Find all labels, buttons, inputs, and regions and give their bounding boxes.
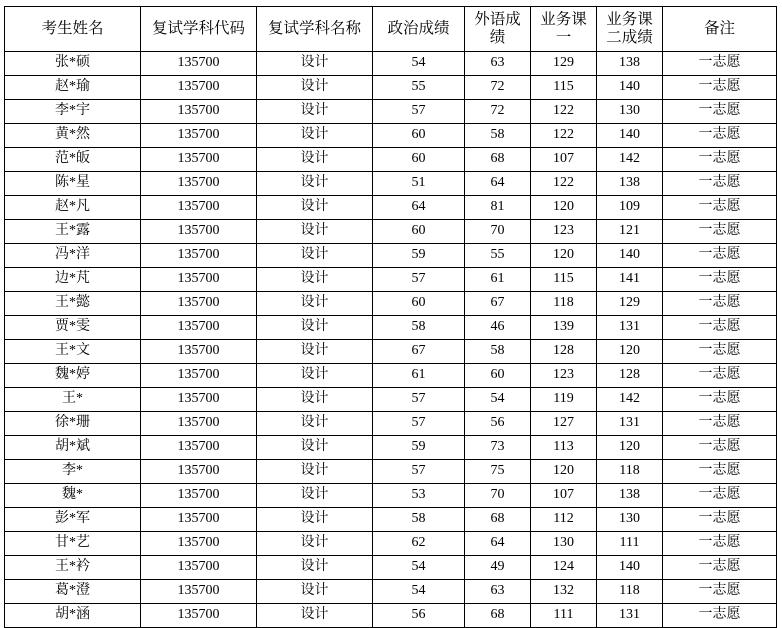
column-header-foreign-language-score: 外语成绩 bbox=[465, 7, 531, 52]
table-row bbox=[5, 532, 777, 556]
cell-subject-code: 135700 bbox=[141, 268, 257, 292]
cell-name: 彭*军 bbox=[5, 508, 141, 532]
cell-subject-name: 设计 bbox=[257, 580, 373, 604]
cell-remark: 一志愿 bbox=[663, 508, 777, 532]
column-header-subject-name: 复试学科名称 bbox=[257, 7, 373, 52]
cell-politics-score: 58 bbox=[373, 508, 465, 532]
table-row bbox=[5, 196, 777, 220]
cell-subject-name: 设计 bbox=[257, 316, 373, 340]
cell-major-one-score: 120 bbox=[531, 460, 597, 484]
cell-remark: 一志愿 bbox=[663, 412, 777, 436]
cell-remark: 一志愿 bbox=[663, 580, 777, 604]
cell-subject-name: 设计 bbox=[257, 556, 373, 580]
cell-major-one-score: 123 bbox=[531, 364, 597, 388]
cell-subject-name: 设计 bbox=[257, 508, 373, 532]
cell-major-one-score: 124 bbox=[531, 556, 597, 580]
cell-subject-code: 135700 bbox=[141, 460, 257, 484]
cell-subject-code: 135700 bbox=[141, 508, 257, 532]
cell-major-two-score: 140 bbox=[597, 244, 663, 268]
cell-subject-code: 135700 bbox=[141, 388, 257, 412]
cell-politics-score: 55 bbox=[373, 76, 465, 100]
table-row bbox=[5, 220, 777, 244]
cell-name: 冯*洋 bbox=[5, 244, 141, 268]
cell-subject-code: 135700 bbox=[141, 148, 257, 172]
cell-foreign-language-score: 72 bbox=[465, 76, 531, 100]
cell-foreign-language-score: 70 bbox=[465, 484, 531, 508]
cell-major-two-score: 118 bbox=[597, 460, 663, 484]
cell-politics-score: 67 bbox=[373, 340, 465, 364]
cell-remark: 一志愿 bbox=[663, 172, 777, 196]
cell-major-two-score: 138 bbox=[597, 172, 663, 196]
cell-major-two-score: 121 bbox=[597, 220, 663, 244]
cell-major-two-score: 140 bbox=[597, 124, 663, 148]
cell-politics-score: 57 bbox=[373, 100, 465, 124]
cell-major-one-score: 129 bbox=[531, 52, 597, 76]
cell-subject-code: 135700 bbox=[141, 220, 257, 244]
cell-subject-name: 设计 bbox=[257, 340, 373, 364]
cell-politics-score: 59 bbox=[373, 436, 465, 460]
cell-subject-name: 设计 bbox=[257, 100, 373, 124]
cell-major-two-score: 138 bbox=[597, 52, 663, 76]
cell-politics-score: 59 bbox=[373, 244, 465, 268]
cell-subject-code: 135700 bbox=[141, 124, 257, 148]
cell-politics-score: 62 bbox=[373, 532, 465, 556]
cell-remark: 一志愿 bbox=[663, 556, 777, 580]
cell-major-two-score: 111 bbox=[597, 532, 663, 556]
cell-remark: 一志愿 bbox=[663, 484, 777, 508]
cell-name: 陈*星 bbox=[5, 172, 141, 196]
cell-name: 葛*澄 bbox=[5, 580, 141, 604]
cell-subject-name: 设计 bbox=[257, 364, 373, 388]
cell-politics-score: 54 bbox=[373, 556, 465, 580]
cell-foreign-language-score: 55 bbox=[465, 244, 531, 268]
cell-name: 胡*斌 bbox=[5, 436, 141, 460]
cell-major-one-score: 122 bbox=[531, 172, 597, 196]
cell-subject-name: 设计 bbox=[257, 532, 373, 556]
cell-foreign-language-score: 64 bbox=[465, 172, 531, 196]
cell-major-two-score: 120 bbox=[597, 340, 663, 364]
cell-major-two-score: 130 bbox=[597, 100, 663, 124]
cell-politics-score: 56 bbox=[373, 604, 465, 628]
cell-subject-code: 135700 bbox=[141, 412, 257, 436]
cell-major-one-score: 112 bbox=[531, 508, 597, 532]
table-row bbox=[5, 148, 777, 172]
cell-name: 胡*涵 bbox=[5, 604, 141, 628]
cell-subject-code: 135700 bbox=[141, 196, 257, 220]
cell-remark: 一志愿 bbox=[663, 532, 777, 556]
cell-foreign-language-score: 72 bbox=[465, 100, 531, 124]
cell-foreign-language-score: 63 bbox=[465, 52, 531, 76]
cell-major-two-score: 140 bbox=[597, 76, 663, 100]
cell-major-one-score: 122 bbox=[531, 100, 597, 124]
cell-foreign-language-score: 60 bbox=[465, 364, 531, 388]
table-row bbox=[5, 292, 777, 316]
cell-major-one-score: 132 bbox=[531, 580, 597, 604]
cell-foreign-language-score: 68 bbox=[465, 604, 531, 628]
cell-politics-score: 57 bbox=[373, 388, 465, 412]
cell-foreign-language-score: 73 bbox=[465, 436, 531, 460]
cell-remark: 一志愿 bbox=[663, 604, 777, 628]
cell-subject-code: 135700 bbox=[141, 76, 257, 100]
cell-subject-name: 设计 bbox=[257, 172, 373, 196]
cell-subject-name: 设计 bbox=[257, 52, 373, 76]
cell-foreign-language-score: 61 bbox=[465, 268, 531, 292]
table-row bbox=[5, 124, 777, 148]
cell-subject-name: 设计 bbox=[257, 436, 373, 460]
table-row bbox=[5, 580, 777, 604]
column-header-remark: 备注 bbox=[663, 7, 777, 52]
score-table bbox=[4, 6, 777, 628]
cell-subject-code: 135700 bbox=[141, 172, 257, 196]
cell-subject-code: 135700 bbox=[141, 340, 257, 364]
cell-major-one-score: 113 bbox=[531, 436, 597, 460]
cell-remark: 一志愿 bbox=[663, 364, 777, 388]
cell-foreign-language-score: 64 bbox=[465, 532, 531, 556]
cell-major-two-score: 131 bbox=[597, 316, 663, 340]
cell-name: 边*芃 bbox=[5, 268, 141, 292]
cell-major-one-score: 122 bbox=[531, 124, 597, 148]
cell-foreign-language-score: 49 bbox=[465, 556, 531, 580]
column-header-major-two-score: 业务课二成绩 bbox=[597, 7, 663, 52]
cell-subject-code: 135700 bbox=[141, 244, 257, 268]
table-row bbox=[5, 388, 777, 412]
cell-remark: 一志愿 bbox=[663, 52, 777, 76]
cell-remark: 一志愿 bbox=[663, 340, 777, 364]
cell-major-one-score: 107 bbox=[531, 484, 597, 508]
cell-subject-name: 设计 bbox=[257, 268, 373, 292]
cell-name: 魏*婷 bbox=[5, 364, 141, 388]
cell-major-one-score: 120 bbox=[531, 244, 597, 268]
cell-subject-name: 设计 bbox=[257, 148, 373, 172]
column-header-politics-score: 政治成绩 bbox=[373, 7, 465, 52]
cell-subject-name: 设计 bbox=[257, 292, 373, 316]
cell-subject-name: 设计 bbox=[257, 604, 373, 628]
cell-remark: 一志愿 bbox=[663, 388, 777, 412]
cell-subject-code: 135700 bbox=[141, 292, 257, 316]
cell-foreign-language-score: 58 bbox=[465, 124, 531, 148]
table-row bbox=[5, 76, 777, 100]
cell-major-two-score: 142 bbox=[597, 148, 663, 172]
cell-subject-code: 135700 bbox=[141, 436, 257, 460]
cell-remark: 一志愿 bbox=[663, 436, 777, 460]
cell-subject-name: 设计 bbox=[257, 196, 373, 220]
cell-politics-score: 54 bbox=[373, 580, 465, 604]
cell-major-one-score: 111 bbox=[531, 604, 597, 628]
cell-subject-name: 设计 bbox=[257, 388, 373, 412]
table-row bbox=[5, 604, 777, 628]
cell-subject-code: 135700 bbox=[141, 484, 257, 508]
cell-foreign-language-score: 63 bbox=[465, 580, 531, 604]
cell-foreign-language-score: 75 bbox=[465, 460, 531, 484]
cell-major-one-score: 139 bbox=[531, 316, 597, 340]
cell-politics-score: 60 bbox=[373, 124, 465, 148]
cell-remark: 一志愿 bbox=[663, 244, 777, 268]
cell-name: 王*露 bbox=[5, 220, 141, 244]
table-row bbox=[5, 484, 777, 508]
cell-foreign-language-score: 46 bbox=[465, 316, 531, 340]
cell-politics-score: 54 bbox=[373, 52, 465, 76]
cell-politics-score: 61 bbox=[373, 364, 465, 388]
cell-major-two-score: 140 bbox=[597, 556, 663, 580]
cell-major-two-score: 109 bbox=[597, 196, 663, 220]
cell-major-two-score: 129 bbox=[597, 292, 663, 316]
cell-name: 黄*然 bbox=[5, 124, 141, 148]
cell-remark: 一志愿 bbox=[663, 220, 777, 244]
cell-major-one-score: 123 bbox=[531, 220, 597, 244]
cell-major-two-score: 138 bbox=[597, 484, 663, 508]
cell-name: 范*皈 bbox=[5, 148, 141, 172]
cell-major-one-score: 128 bbox=[531, 340, 597, 364]
cell-major-two-score: 118 bbox=[597, 580, 663, 604]
cell-foreign-language-score: 54 bbox=[465, 388, 531, 412]
cell-foreign-language-score: 58 bbox=[465, 340, 531, 364]
cell-remark: 一志愿 bbox=[663, 316, 777, 340]
cell-name: 李* bbox=[5, 460, 141, 484]
cell-subject-code: 135700 bbox=[141, 316, 257, 340]
cell-foreign-language-score: 68 bbox=[465, 148, 531, 172]
table-row bbox=[5, 100, 777, 124]
cell-name: 王*衿 bbox=[5, 556, 141, 580]
cell-subject-name: 设计 bbox=[257, 484, 373, 508]
cell-name: 张*硕 bbox=[5, 52, 141, 76]
column-header-name: 考生姓名 bbox=[5, 7, 141, 52]
cell-major-one-score: 115 bbox=[531, 268, 597, 292]
cell-major-one-score: 130 bbox=[531, 532, 597, 556]
cell-foreign-language-score: 56 bbox=[465, 412, 531, 436]
cell-name: 王*文 bbox=[5, 340, 141, 364]
cell-name: 贾*雯 bbox=[5, 316, 141, 340]
table-row bbox=[5, 52, 777, 76]
cell-major-one-score: 107 bbox=[531, 148, 597, 172]
cell-name: 徐*珊 bbox=[5, 412, 141, 436]
cell-politics-score: 51 bbox=[373, 172, 465, 196]
table-body bbox=[5, 52, 777, 628]
cell-politics-score: 57 bbox=[373, 412, 465, 436]
table-row bbox=[5, 436, 777, 460]
column-header-major-one-score: 业务课一 bbox=[531, 7, 597, 52]
cell-major-two-score: 130 bbox=[597, 508, 663, 532]
cell-name: 李*宇 bbox=[5, 100, 141, 124]
cell-major-two-score: 142 bbox=[597, 388, 663, 412]
cell-foreign-language-score: 70 bbox=[465, 220, 531, 244]
cell-major-one-score: 120 bbox=[531, 196, 597, 220]
table-header-row bbox=[5, 7, 777, 52]
cell-politics-score: 53 bbox=[373, 484, 465, 508]
table-row bbox=[5, 508, 777, 532]
cell-name: 赵*瑜 bbox=[5, 76, 141, 100]
cell-remark: 一志愿 bbox=[663, 268, 777, 292]
cell-politics-score: 57 bbox=[373, 268, 465, 292]
cell-subject-name: 设计 bbox=[257, 460, 373, 484]
table-row bbox=[5, 460, 777, 484]
table-row bbox=[5, 340, 777, 364]
cell-subject-name: 设计 bbox=[257, 244, 373, 268]
cell-name: 王*懿 bbox=[5, 292, 141, 316]
column-header-subject-code: 复试学科代码 bbox=[141, 7, 257, 52]
cell-remark: 一志愿 bbox=[663, 76, 777, 100]
cell-major-one-score: 118 bbox=[531, 292, 597, 316]
cell-foreign-language-score: 68 bbox=[465, 508, 531, 532]
cell-major-one-score: 127 bbox=[531, 412, 597, 436]
cell-name: 魏* bbox=[5, 484, 141, 508]
cell-name: 赵*凡 bbox=[5, 196, 141, 220]
cell-major-two-score: 131 bbox=[597, 604, 663, 628]
cell-major-one-score: 119 bbox=[531, 388, 597, 412]
cell-subject-code: 135700 bbox=[141, 580, 257, 604]
cell-subject-name: 设计 bbox=[257, 124, 373, 148]
cell-politics-score: 60 bbox=[373, 220, 465, 244]
table-row bbox=[5, 268, 777, 292]
cell-remark: 一志愿 bbox=[663, 148, 777, 172]
cell-politics-score: 57 bbox=[373, 460, 465, 484]
cell-remark: 一志愿 bbox=[663, 124, 777, 148]
cell-foreign-language-score: 81 bbox=[465, 196, 531, 220]
table-row bbox=[5, 316, 777, 340]
cell-subject-name: 设计 bbox=[257, 76, 373, 100]
table-row bbox=[5, 244, 777, 268]
cell-major-one-score: 115 bbox=[531, 76, 597, 100]
table-row bbox=[5, 556, 777, 580]
cell-remark: 一志愿 bbox=[663, 100, 777, 124]
table-row bbox=[5, 364, 777, 388]
cell-subject-name: 设计 bbox=[257, 412, 373, 436]
cell-remark: 一志愿 bbox=[663, 196, 777, 220]
cell-subject-code: 135700 bbox=[141, 556, 257, 580]
cell-politics-score: 60 bbox=[373, 292, 465, 316]
cell-politics-score: 64 bbox=[373, 196, 465, 220]
table-row bbox=[5, 172, 777, 196]
cell-major-two-score: 131 bbox=[597, 412, 663, 436]
cell-subject-code: 135700 bbox=[141, 364, 257, 388]
cell-subject-code: 135700 bbox=[141, 532, 257, 556]
cell-major-two-score: 128 bbox=[597, 364, 663, 388]
cell-politics-score: 60 bbox=[373, 148, 465, 172]
cell-subject-code: 135700 bbox=[141, 52, 257, 76]
cell-politics-score: 58 bbox=[373, 316, 465, 340]
cell-subject-name: 设计 bbox=[257, 220, 373, 244]
cell-name: 甘*艺 bbox=[5, 532, 141, 556]
cell-remark: 一志愿 bbox=[663, 460, 777, 484]
table-header bbox=[5, 7, 777, 52]
cell-major-two-score: 141 bbox=[597, 268, 663, 292]
table-row bbox=[5, 412, 777, 436]
cell-remark: 一志愿 bbox=[663, 292, 777, 316]
cell-major-two-score: 120 bbox=[597, 436, 663, 460]
cell-foreign-language-score: 67 bbox=[465, 292, 531, 316]
cell-subject-code: 135700 bbox=[141, 604, 257, 628]
cell-name: 王* bbox=[5, 388, 141, 412]
cell-subject-code: 135700 bbox=[141, 100, 257, 124]
